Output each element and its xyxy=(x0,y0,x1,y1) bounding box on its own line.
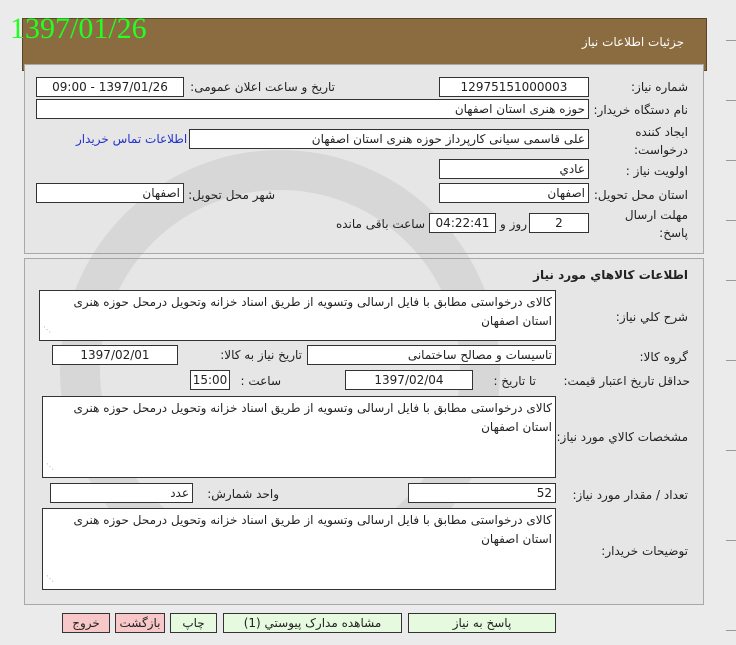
notes-text: کالای درخواستی مطابق با فایل ارسالی وتسویه از طریق اسناد خزانه وتحویل درمحل حوزه هنری استان اصفهان xyxy=(73,513,552,546)
unit-field[interactable]: عدد xyxy=(50,483,193,503)
days-suffix: روز و xyxy=(500,217,527,231)
view-attachments-button[interactable]: مشاهده مدارک پیوستي (1) xyxy=(223,613,402,633)
price-validity-label: حداقل تاریخ اعتبار قیمت: xyxy=(563,374,690,388)
buyer-org-field[interactable]: حوزه هنری استان اصفهان xyxy=(36,99,589,119)
specs-label: مشخصات کالاي مورد نیاز: xyxy=(556,430,688,444)
deadline-label-2: پاسخ: xyxy=(659,226,688,240)
need-number-field[interactable]: 12975151000003 xyxy=(439,77,589,97)
date-overlay: 1397/01/26 xyxy=(10,12,147,45)
exit-button[interactable]: خروج xyxy=(62,613,110,633)
to-date-label: تا تاریخ : xyxy=(493,374,536,388)
creator-label-1: ایجاد کننده xyxy=(635,125,688,139)
page-title: جزئیات اطلاعات نیاز xyxy=(581,35,684,49)
edge-tick xyxy=(726,630,736,631)
creator-label-2: درخواست: xyxy=(634,143,688,157)
need-date-label: تاریخ نیاز به کالا: xyxy=(220,348,302,362)
goods-section-title: اطلاعات کالاهاي مورد نیاز xyxy=(533,268,688,282)
edge-tick xyxy=(726,360,736,361)
resize-grip-icon[interactable]: ⋰ xyxy=(43,325,51,334)
print-button[interactable]: چاپ xyxy=(170,613,217,633)
qty-field[interactable]: 52 xyxy=(408,483,556,503)
creator-field[interactable]: علی قاسمی سیانی کارپرداز حوزه هنری استان اصفهان xyxy=(189,129,589,149)
summary-text: کالای درخواستی مطابق با فایل ارسالی وتسویه از طریق اسناد خزانه وتحویل درمحل حوزه هنری استان اصفهان xyxy=(73,295,552,328)
priority-label: اولویت نیاز : xyxy=(625,164,688,178)
need-date-field[interactable]: 1397/02/01 xyxy=(52,345,178,365)
province-field[interactable]: اصفهان xyxy=(439,183,589,203)
reply-button[interactable]: پاسخ به نیاز xyxy=(408,613,556,633)
hour-label: ساعت : xyxy=(240,374,281,388)
specs-text: کالای درخواستی مطابق با فایل ارسالی وتسویه از طریق اسناد خزانه وتحویل درمحل حوزه هنری استان اصفهان xyxy=(73,401,552,434)
time-left-suffix: ساعت باقی مانده xyxy=(335,217,425,231)
qty-label: تعداد / مقدار مورد نیاز: xyxy=(572,488,688,502)
summary-textarea[interactable] xyxy=(39,290,556,341)
announce-label: تاریخ و ساعت اعلان عمومی: xyxy=(190,80,335,94)
city-label: شهر محل تحویل: xyxy=(188,188,275,202)
time-left-field[interactable]: 04:22:41 xyxy=(429,213,496,233)
edge-tick xyxy=(726,540,736,541)
deadline-label-1: مهلت ارسال xyxy=(624,208,688,222)
edge-tick xyxy=(726,450,736,451)
edge-tick xyxy=(726,220,736,221)
summary-label: شرح کلي نیاز: xyxy=(615,310,688,324)
days-field[interactable]: 2 xyxy=(529,213,589,233)
province-label: استان محل تحویل: xyxy=(593,188,688,202)
edge-tick xyxy=(726,40,736,41)
hour-field[interactable]: 15:00 xyxy=(190,370,230,390)
notes-label: توضیحات خریدار: xyxy=(601,544,688,558)
notes-textarea[interactable] xyxy=(42,508,556,590)
group-field[interactable]: تاسیسات و مصالح ساختمانی xyxy=(307,345,556,365)
edge-tick xyxy=(726,100,736,101)
back-button[interactable]: بازگشت xyxy=(115,613,165,633)
buyer-org-label: نام دستگاه خریدار: xyxy=(593,103,688,117)
buyer-contact-link[interactable]: اطلاعات تماس خریدار xyxy=(76,132,188,146)
edge-tick xyxy=(726,160,736,161)
unit-label: واحد شمارش: xyxy=(207,487,279,501)
group-label: گروه کالا: xyxy=(639,350,688,364)
edge-tick xyxy=(726,280,736,281)
priority-field[interactable]: عادي xyxy=(439,159,589,179)
city-field[interactable]: اصفهان xyxy=(36,183,184,203)
resize-grip-icon[interactable]: ⋰ xyxy=(46,574,54,583)
to-date-field[interactable]: 1397/02/04 xyxy=(345,370,473,390)
specs-textarea[interactable] xyxy=(42,396,556,478)
resize-grip-icon[interactable]: ⋰ xyxy=(46,462,54,471)
announce-field[interactable]: 1397/01/26 - 09:00 xyxy=(36,77,184,97)
need-number-label: شماره نیاز: xyxy=(631,80,688,94)
